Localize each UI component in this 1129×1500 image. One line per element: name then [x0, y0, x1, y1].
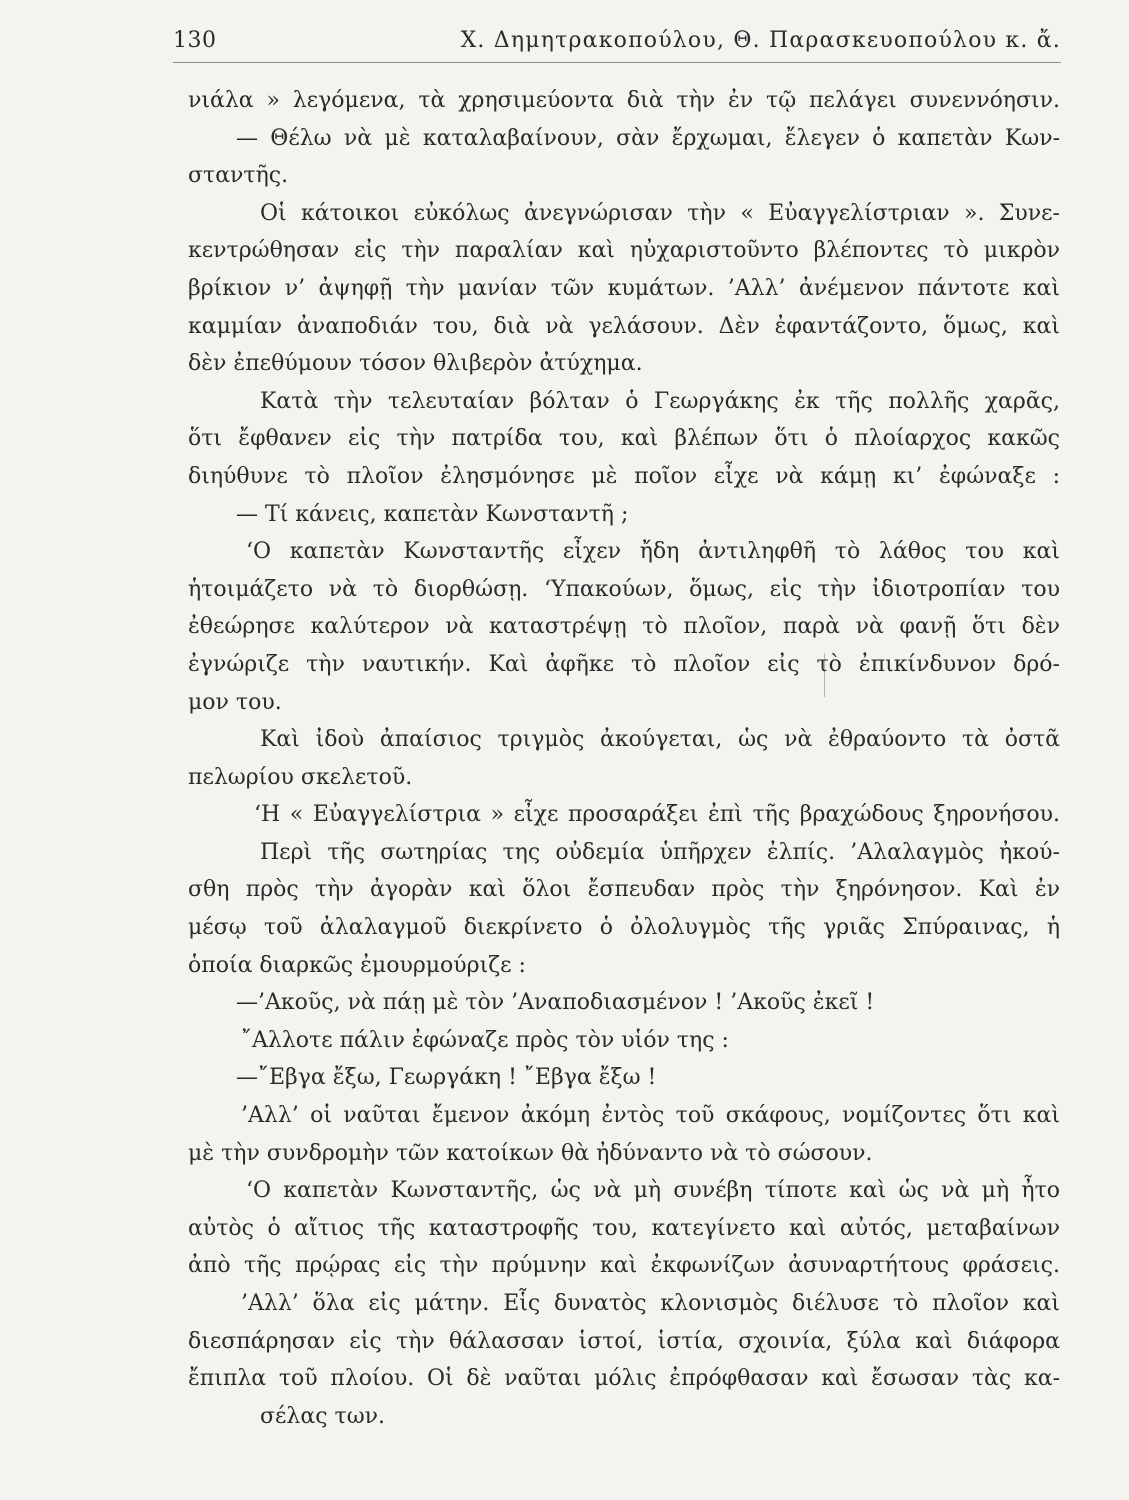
text-line: νιάλα » λεγόμενα, τὰ χρησιμεύοντα διὰ τὴν ἐν τῷ πελάγει συνεννόησιν.	[188, 88, 1060, 113]
text-line: πελωρίου σκελετοῦ.	[188, 764, 413, 790]
text-line: διηύθυνε τὸ πλοῖον ἐλησμόνησε μὲ ποῖον εἶχε νὰ κάμῃ κι’ ἐφώναξε :	[188, 463, 1060, 489]
text-line: Κατὰ τὴν τελευταίαν βόλταν ὁ Γεωργάκης ἐκ τῆς πολλῆς χαρᾶς,	[260, 388, 1060, 414]
text-line: δὲν ἐπεθύμουν τόσον θλιβερὸν ἀτύχημα.	[188, 351, 643, 377]
text-line: σταντῆς.	[188, 163, 289, 189]
text-line: διεσπάρησαν εἰς τὴν θάλασσαν ἱστοί, ἱστία, σχοινία, ξύλα καὶ διάφορα	[188, 1328, 1060, 1354]
text-line: Οἱ κάτοικοι εὐκόλως ἀνεγνώρισαν τὴν « Εὐαγγελίστριαν ». Συνε-	[260, 200, 1060, 226]
text-line: ἀπὸ τῆς πρῴρας εἰς τὴν πρύμνην καὶ ἐκφωνίζων ἀσυναρτήτους φράσεις.	[188, 1253, 1060, 1279]
text-line: — Τί κάνεις, καπετὰν Κωνσταντῆ ;	[236, 501, 629, 527]
text-line: μὲ τὴν συνδρομὴν τῶν κατοίκων θὰ ἠδύναντο νὰ τὸ σώσουν.	[188, 1140, 873, 1166]
text-line: μέσῳ τοῦ ἀλαλαγμοῦ διεκρίνετο ὁ ὀλολυγμὸς τῆς γριᾶς Σπύραινας, ἡ	[188, 915, 1060, 941]
text-line: καμμίαν ἀναποδιάν του, διὰ νὰ γελάσουν. Δὲν ἐφαντάζοντο, ὅμως, καὶ	[188, 313, 1060, 339]
text-line: ἡτοιμάζετο νὰ τὸ διορθώσῃ. ‘Υπακούων, ὅμως, εἰς τὴν ἰδιοτροπίαν του	[188, 576, 1060, 602]
text-line: αὐτὸς ὁ αἴτιος τῆς καταστροφῆς του, κατεγίνετο καὶ αὐτός, μεταβαίνων	[188, 1215, 1060, 1241]
text-line: ἔπιπλα τοῦ πλοίου. Οἱ δὲ ναῦται μόλις ἐπρόφθασαν καὶ ἔσωσαν τὰς κα-	[188, 1366, 1060, 1392]
text-line: ὅτι ἔφθανεν εἰς τὴν πατρίδα του, καὶ βλέπων ὅτι ὁ πλοίαρχος κακῶς	[188, 426, 1060, 452]
text-line: —’Ακοῦς, νὰ πάῃ μὲ τὸν ’Αναποδιασμένον ! ’Ακοῦς ἐκεῖ !	[236, 990, 875, 1016]
text-line: βρίκιον ν’ ἀψηφῇ τὴν μανίαν τῶν κυμάτων. ’Αλλ’ ἀνέμενον πάντοτε καὶ	[188, 275, 1060, 301]
text-line: μον του.	[188, 689, 282, 715]
text-line: κεντρώθησαν εἰς τὴν παραλίαν καὶ ηὐχαριστοῦντο βλέποντες τὸ μικρὸν	[188, 238, 1060, 264]
text-line: ’Αλλ’ ὅλα εἰς μάτην. Εἷς δυνατὸς κλονισμὸς διέλυσε τὸ πλοῖον καὶ	[241, 1291, 1060, 1316]
text-line: ‘Ο καπετὰν Κωνσταντῆς, ὡς νὰ μὴ συνέβη τίποτε καὶ ὡς νὰ μὴ ἦτο	[246, 1178, 1060, 1204]
text-line: ὁποία διαρκῶς ἐμουρμούριζε :	[188, 952, 526, 978]
text-line: σέλας των.	[260, 1403, 386, 1429]
text-line: ἐγνώριζε τὴν ναυτικήν. Καὶ ἀφῆκε τὸ πλοῖον εἰς τὸ ἐπικίνδυνον δρό-	[188, 651, 1060, 677]
text-line: Καὶ ἰδοὺ ἀπαίσιος τριγμὸς ἀκούγεται, ὡς νὰ ἐθραύοντο τὰ ὀστᾶ	[260, 727, 1060, 753]
text-line: ῎Αλλοτε πάλιν ἐφώναζε πρὸς τὸν υἱόν της :	[241, 1027, 729, 1053]
text-line: ‘Ο καπετὰν Κωνσταντῆς εἶχεν ἤδη ἀντιληφθῆ τὸ λάθος του καὶ	[246, 539, 1060, 565]
text-line: —῎Εβγα ἔξω, Γεωργάκη ! ῎Εβγα ἔξω !	[236, 1065, 657, 1091]
text-line: ’Αλλ’ οἱ ναῦται ἔμενον ἀκόμη ἐντὸς τοῦ σκάφους, νομίζοντες ὅτι καὶ	[241, 1103, 1060, 1129]
text-line: ‘Η « Εὐαγγελίστρια » εἶχε προσαράξει ἐπὶ τῆς βραχώδους ξηρονήσου.	[254, 802, 1060, 828]
text-line: Περὶ τῆς σωτηρίας της οὐδεμία ὑπῆρχεν ἐλπίς. ’Αλαλαγμὸς ἠκού-	[260, 839, 1060, 865]
text-line: σθη πρὸς τὴν ἀγορὰν καὶ ὅλοι ἔσπευδαν πρὸς τὴν ξηρόνησον. Καὶ ἐν	[188, 877, 1060, 903]
body-text	[188, 82, 1060, 1435]
page-number: 130	[173, 28, 217, 53]
page-header	[173, 26, 1061, 63]
running-title: Χ. Δημητρακοπούλου, Θ. Παρασκευοπούλου κ. ἄ.	[460, 28, 1061, 53]
text-line: ἐθεώρησε καλύτερον νὰ καταστρέψῃ τὸ πλοῖον, παρὰ νὰ φανῇ ὅτι δὲν	[188, 614, 1060, 640]
text-line: — Θέλω νὰ μὲ καταλαβαίνουν, σὰν ἔρχωμαι, ἔλεγεν ὁ καπετὰν Κων-	[236, 125, 1060, 151]
